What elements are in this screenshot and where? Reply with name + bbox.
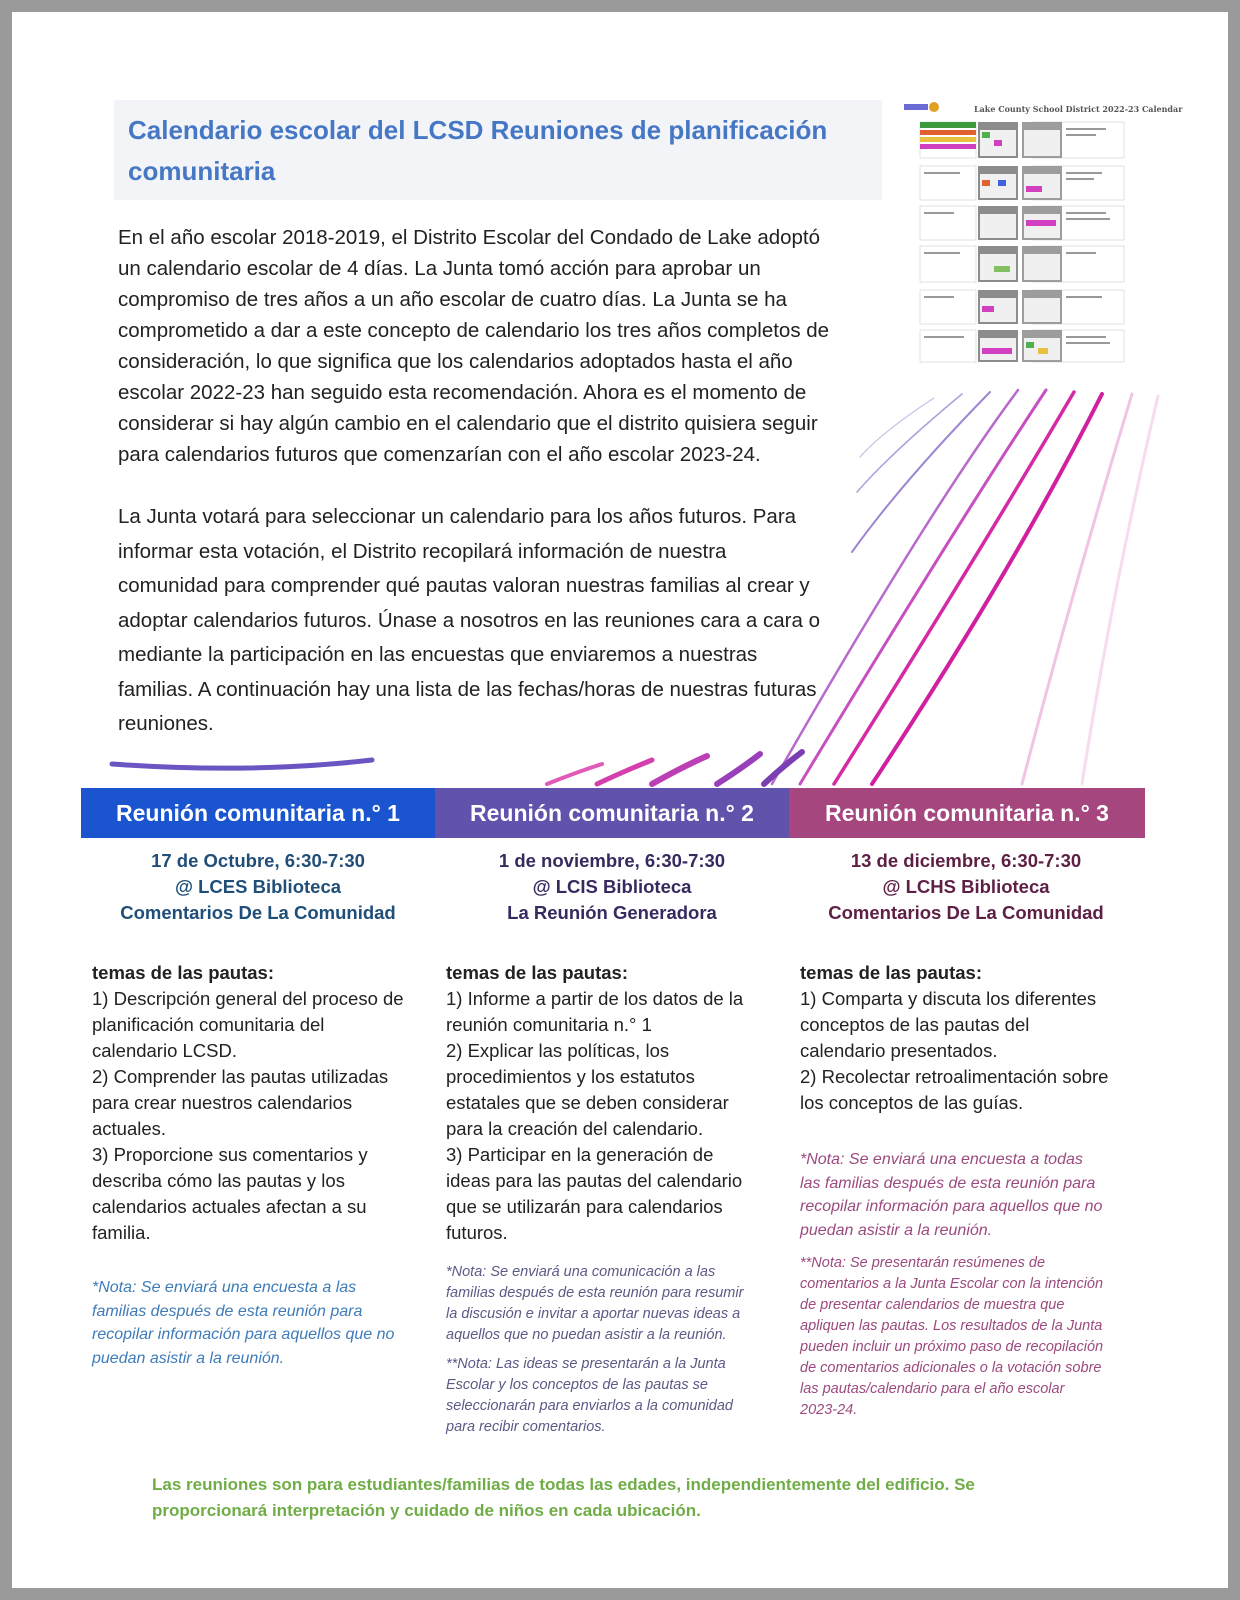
note-line: apliquen las pautas. Los resultados de la Junta xyxy=(800,1318,1103,1334)
meeting-3-note-2 xyxy=(800,1253,1140,1421)
topic-line: 1) Informe a partir de los datos de la xyxy=(446,988,744,1009)
meeting-1-type: Comentarios De La Comunidad xyxy=(120,902,396,923)
meeting-3-location: @ LCHS Biblioteca xyxy=(882,876,1050,897)
meeting-3-date: 13 de diciembre, 6:30-7:30 xyxy=(850,850,1082,871)
note-line: recopilar información para aquellos que no xyxy=(800,1198,1103,1215)
calendar-thumbnail xyxy=(896,96,1144,372)
meeting-3-type: Comentarios De La Comunidad xyxy=(828,902,1104,923)
intro-p1-line: considerar si hay algún cambio en el calendario que el distrito quisiera seguir xyxy=(118,412,818,435)
topic-line: para la creación del calendario. xyxy=(446,1118,704,1139)
flyer-page xyxy=(12,12,1228,1588)
topic-line: para crear nuestros calendarios xyxy=(92,1092,353,1113)
note-line: comentarios a la Junta Escolar con la intención xyxy=(800,1276,1104,1292)
note-line: familias después de esta reunión para xyxy=(92,1302,363,1320)
topic-line: futuros. xyxy=(446,1222,508,1243)
note-line: de presentar calendarios de muestra que xyxy=(800,1297,1065,1313)
note-line: *Nota: Se enviará una encuesta a todas xyxy=(800,1151,1083,1168)
topic-line: actuales. xyxy=(92,1118,167,1139)
note-line: pueden incluir un próximo paso de recopilación xyxy=(800,1339,1104,1355)
meeting-2-note-1 xyxy=(446,1262,776,1346)
topic-line: familia. xyxy=(92,1222,151,1243)
meeting-1-topics xyxy=(92,960,430,1246)
topic-line: planificación comunitaria del xyxy=(92,1014,325,1035)
intro-p1-line: consideración, lo que significa que los calendarios adoptados hasta el año xyxy=(118,350,793,373)
topic-line: 3) Proporcione sus comentarios y xyxy=(92,1144,368,1165)
note-line: seleccionarán para enviarlos a la comunidad xyxy=(446,1398,733,1414)
meeting-1-header: Reunión comunitaria n.° 1 xyxy=(81,788,435,838)
note-line: *Nota: Se enviará una encuesta a las xyxy=(92,1279,357,1296)
topic-line: 1) Comparta y discuta los diferentes xyxy=(800,988,1097,1009)
intro-p2-line: familias. A continuación hay una lista de las fechas/horas de nuestras futuras xyxy=(118,677,817,701)
topic-line: ideas para las pautas del calendario xyxy=(446,1170,743,1191)
intro-p1-line: En el año escolar 2018-2019, el Distrito Escolar del Condado de Lake adoptó xyxy=(118,226,821,249)
footer-line: proporcionará interpretación y cuidado de niños en cada ubicación. xyxy=(152,1501,701,1520)
meeting-2-location: @ LCIS Biblioteca xyxy=(532,876,692,897)
intro-p2-line: reuniones. xyxy=(118,712,214,735)
topic-line: procedimientos y los estatutos xyxy=(446,1066,695,1087)
intro-p1-line: comprometido a dar a este concepto de calendario los tres años completos de xyxy=(118,319,830,342)
note-line: para recibir comentarios. xyxy=(446,1419,606,1435)
calendar-thumbnail-graphic xyxy=(896,96,1144,372)
meeting-3-topics xyxy=(800,960,1138,1116)
topic-line: 2) Explicar las políticas, los xyxy=(446,1040,670,1061)
topic-line: describa cómo las pautas y los xyxy=(92,1170,345,1191)
meeting-1-location: @ LCES Biblioteca xyxy=(174,876,342,897)
topic-line: conceptos de las pautas del xyxy=(800,1014,1030,1035)
meeting-2-header: Reunión comunitaria n.° 2 xyxy=(435,788,789,838)
note-line: las familias después de esta reunión para xyxy=(800,1174,1096,1192)
note-line: las pautas/calendario para el año escolar xyxy=(800,1381,1065,1397)
meeting-3-header: Reunión comunitaria n.° 3 xyxy=(789,788,1145,838)
intro-p2-line: mediante la participación en las encuestas que enviaremos a nuestras xyxy=(118,643,758,666)
meeting-2-date: 1 de noviembre, 6:30-7:30 xyxy=(498,850,726,871)
intro-p1-line: un calendario escolar de 4 días. La Junta tomó acción para aprobar un xyxy=(118,257,761,280)
meeting-3-note-1 xyxy=(800,1148,1140,1242)
note-line: aquellos que no puedan asistir a la reunión. xyxy=(446,1327,727,1343)
topic-line: calendario presentados. xyxy=(800,1040,998,1061)
intro-p2-line: informar esta votación, el Distrito recopilará información de nuestra xyxy=(118,539,727,563)
topics-heading: temas de las pautas: xyxy=(800,962,982,983)
topics-heading: temas de las pautas: xyxy=(446,962,628,983)
topics-heading: temas de las pautas: xyxy=(92,962,274,983)
topic-line: los conceptos de las guías. xyxy=(800,1092,1024,1113)
note-line: **Nota: Las ideas se presentarán a la Junta xyxy=(446,1356,726,1372)
intro-p1-line: compromiso de tres años a un año escolar de cuatro días. La Junta se ha xyxy=(118,288,787,311)
footer-line: Las reuniones son para estudiantes/familias de todas las edades, independientemente del edificio. Se xyxy=(152,1475,975,1494)
intro-p1-line: escolar 2022-23 han seguido esta recomendación. Ahora es el momento de xyxy=(118,381,807,404)
page-title: Calendario escolar del LCSD Reuniones de planificación comunitaria xyxy=(128,115,828,186)
meeting-2-note-2 xyxy=(446,1354,776,1438)
note-line: familias después de esta reunión para resumir xyxy=(446,1285,744,1301)
note-line: Escolar y los conceptos de las pautas se xyxy=(446,1377,708,1393)
note-line: de comentarios adicionales o la votación sobre xyxy=(800,1360,1102,1376)
note-line: recopilar información para aquellos que no xyxy=(92,1326,395,1343)
meeting-1-note xyxy=(92,1276,432,1370)
note-line: 2023-24. xyxy=(800,1402,858,1418)
note-line: la discusión e invitar a aportar nuevas ideas a xyxy=(446,1306,741,1322)
meeting-3-info xyxy=(789,848,1143,926)
calendar-thumbnail-title: Lake County School District 2022-23 Calendar xyxy=(974,104,1183,114)
meeting-2-topics xyxy=(446,960,776,1246)
topic-line: 2) Comprender las pautas utilizadas xyxy=(92,1066,389,1087)
meeting-2-info xyxy=(435,848,789,926)
topic-line: calendarios actuales afectan a su xyxy=(92,1196,367,1217)
topic-line: 1) Descripción general del proceso de xyxy=(92,988,404,1009)
intro-p2-line: La Junta votará para seleccionar un calendario para los años futuros. Para xyxy=(118,505,797,528)
intro-paragraph-1 xyxy=(118,222,858,470)
intro-p1-line: para calendarios futuros que comenzarían con el año escolar 2023-24. xyxy=(118,443,761,466)
topic-line: reunión comunitaria n.° 1 xyxy=(446,1014,652,1035)
intro-p2-line: adoptar calendarios futuros. Únase a nosotros en las reuniones cara a cara o xyxy=(118,608,820,632)
meeting-1-info xyxy=(81,848,435,926)
intro-paragraph-2 xyxy=(118,500,858,742)
topic-line: estatales que se deben considerar xyxy=(446,1092,729,1113)
note-line: puedan asistir a la reunión. xyxy=(800,1221,993,1239)
intro-p2-line: comunidad para comprender qué pautas valoran nuestras familias al crear y xyxy=(118,574,810,597)
topic-line: 2) Recolectar retroalimentación sobre xyxy=(800,1066,1109,1087)
note-line: *Nota: Se enviará una comunicación a las xyxy=(446,1264,716,1280)
topic-line: 3) Participar en la generación de xyxy=(446,1144,714,1165)
note-line: puedan asistir a la reunión. xyxy=(92,1349,285,1367)
meeting-2-type: La Reunión Generadora xyxy=(507,902,717,923)
topic-line: que se utilizarán para calendarios xyxy=(446,1196,723,1217)
note-line: **Nota: Se presentarán resúmenes de xyxy=(800,1255,1046,1271)
footer-note xyxy=(152,1472,1032,1524)
topic-line: calendario LCSD. xyxy=(92,1040,237,1061)
meeting-1-date: 17 de Octubre, 6:30-7:30 xyxy=(151,850,365,871)
